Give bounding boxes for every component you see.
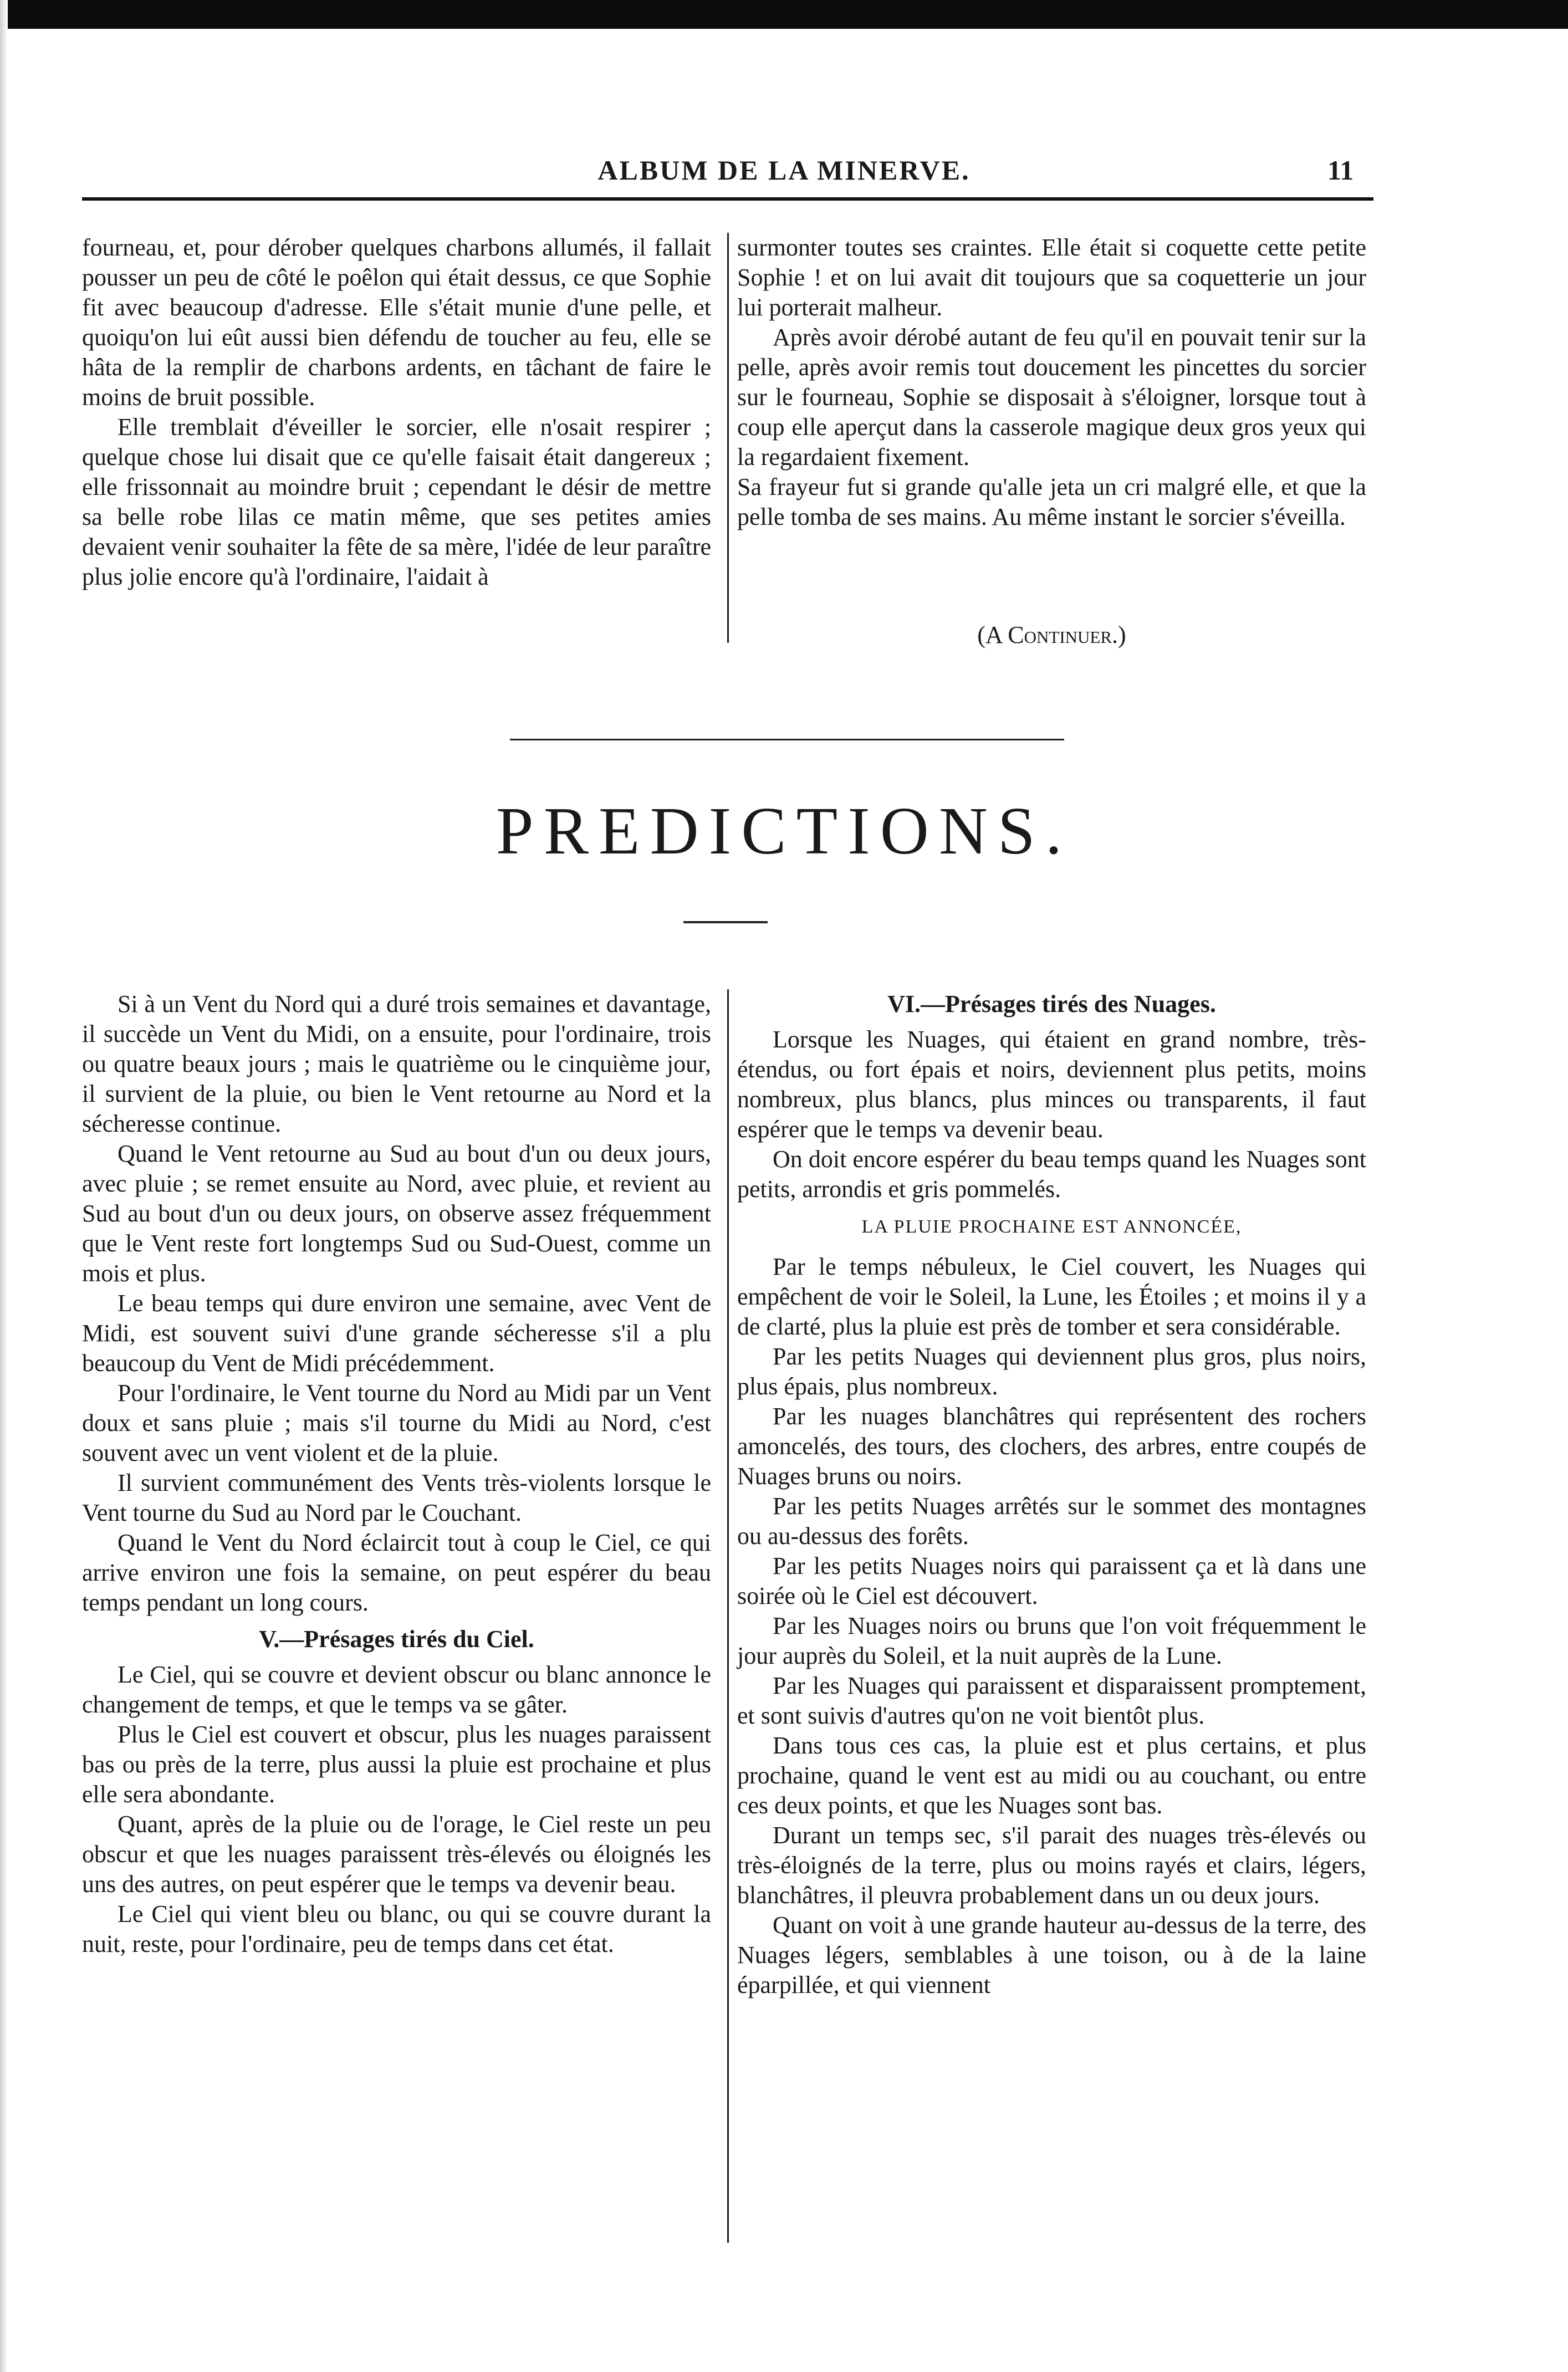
- article-paragraph: Par les petits Nuages noirs qui paraissent ça et là dans une soirée où le Ciel est découvert.: [737, 1552, 1366, 1609]
- scan-left-edge: [0, 0, 8, 2372]
- article-paragraph: Par les nuages blanchâtres qui représentent des rochers amoncelés, des tours, des clochers, des arbres, entre coupés de Nuages bruns ou noirs.: [737, 1403, 1366, 1490]
- story-paragraph: surmonter toutes ses craintes. Elle était si coquette cette petite Sophie ! et on lui avait dit toujours que sa coquetterie un jour lui porterait malheur.: [737, 234, 1366, 321]
- article-left-column: [82, 989, 711, 1959]
- story-column-divider: [727, 233, 729, 643]
- article-paragraph: Plus le Ciel est couvert et obscur, plus les nuages paraissent bas ou près de la terre, plus aussi la pluie est prochaine et plus elle sera abondante.: [82, 1721, 711, 1808]
- article-paragraph: Par les petits Nuages qui deviennent plus gros, plus noirs, plus épais, plus nombreux.: [737, 1343, 1366, 1400]
- page-number: 11: [1327, 155, 1354, 186]
- continuation-note: (A Continuer.): [977, 621, 1126, 648]
- header-rule: [82, 197, 1373, 201]
- article-paragraph: Pour l'ordinaire, le Vent tourne du Nord au Midi par un Vent doux et sans pluie ; mais s'il tourne du Midi au Nord, c'est souvent avec un vent violent et de la pluie.: [82, 1379, 711, 1466]
- running-header-title: ALBUM DE LA MINERVE.: [597, 155, 971, 186]
- article-paragraph: Quand le Vent retourne au Sud au bout d'un ou deux jours, avec pluie ; se remet ensuite au Nord, avec pluie, et revient au Sud au bout d'un ou deux jours, on observe assez fréquemment que le Vent reste fort longtemps Sud ou Sud-Ouest, comme un mois et plus.: [82, 1140, 711, 1287]
- article-paragraph: Par les petits Nuages arrêtés sur le sommet des montagnes ou au-dessus des forêts.: [737, 1492, 1366, 1550]
- article-paragraph: Il survient communément des Vents très-violents lorsque le Vent tourne du Sud au Nord par le Couchant.: [82, 1469, 711, 1526]
- article-right-column: [737, 989, 1366, 2000]
- story-paragraph: Sa frayeur fut si grande qu'alle jeta un cri malgré elle, et que la pelle tomba de ses mains. Au même instant le sorcier s'éveilla.: [737, 473, 1366, 530]
- rain-heading: LA PLUIE PROCHAINE EST ANNONCÉE,: [861, 1216, 1242, 1237]
- scan-top-border: [0, 0, 1568, 29]
- article-paragraph: Si à un Vent du Nord qui a duré trois semaines et davantage, il succède un Vent du Midi, on a ensuite, pour l'ordinaire, trois ou quatre beaux jours ; mais le quatrième ou le cinquième jour, il survient de la pluie, ou bien le Vent retourne au Nord et la sécheresse continue.: [82, 990, 711, 1137]
- section-vi-heading: VI.—Présages tirés des Nuages.: [887, 990, 1216, 1018]
- article-paragraph: Le Ciel qui vient bleu ou blanc, ou qui se couvre durant la nuit, reste, pour l'ordinaire, peu de temps dans cet état.: [82, 1900, 711, 1957]
- article-paragraph: Le beau temps qui dure environ une semaine, avec Vent de Midi, est souvent suivi d'une grande sécheresse s'il a plu beaucoup du Vent de Midi précédemment.: [82, 1290, 711, 1377]
- story-right-column: [737, 233, 1366, 532]
- story-left-column: [82, 233, 711, 592]
- article-paragraph: Quand le Vent du Nord éclaircit tout à coup le Ciel, ce qui arrive environ une fois la semaine, on peut espérer du beau temps pendant un long cours.: [82, 1529, 711, 1616]
- article-paragraph: Quant, après de la pluie ou de l'orage, le Ciel reste un peu obscur et que les nuages paraissent très-élevés ou éloignés les uns des autres, on peut espérer que le temps va devenir beau.: [82, 1811, 711, 1898]
- article-paragraph: Par les Nuages qui paraissent et disparaissent promptement, et sont suivis d'autres qu'on ne voit bientôt plus.: [737, 1672, 1366, 1729]
- section-separator: [510, 739, 1064, 740]
- title-underline: [683, 921, 768, 923]
- article-paragraph: Le Ciel, qui se couvre et devient obscur ou blanc annonce le changement de temps, et que le temps va se gâter.: [82, 1661, 711, 1718]
- article-paragraph: Durant un temps sec, s'il parait des nuages très-élevés ou très-éloignés de la terre, plus ou moins rayés et clairs, légers, blanchâtres, il pleuvra probablement dans un ou deux jours.: [737, 1822, 1366, 1909]
- article-paragraph: Lorsque les Nuages, qui étaient en grand nombre, très-étendus, ou fort épais et noirs, deviennent plus petits, moins nombreux, plus blancs, plus minces ou transparents, il faut espérer que le temps va devenir beau.: [737, 1026, 1366, 1143]
- section-v-heading: V.—Présages tirés du Ciel.: [259, 1625, 534, 1653]
- article-paragraph: Dans tous ces cas, la pluie est et plus certains, et plus prochaine, quand le vent est au midi ou au couchant, ou entre ces deux points, et que les Nuages sont bas.: [737, 1732, 1366, 1819]
- story-paragraph: fourneau, et, pour dérober quelques charbons allumés, il fallait pousser un peu de côté le poêlon qui était dessus, ce que Sophie fit avec beaucoup d'adresse. Elle s'était munie d'une pelle, et quoiqu'on lui eût aussi bien défendu de toucher au feu, elle se hâta de la remplir de charbons ardents, en tâchant de faire le moins de bruit possible.: [82, 234, 711, 411]
- article-paragraph: Par le temps nébuleux, le Ciel couvert, les Nuages qui empêchent de voir le Soleil, la Lune, les Étoiles ; et moins il y a de clarté, plus la pluie est près de tomber et sera considérable.: [737, 1253, 1366, 1340]
- story-paragraph: Après avoir dérobé autant de feu qu'il en pouvait tenir sur la pelle, après avoir remis tout doucement les pincettes du sorcier sur le fourneau, Sophie se disposait à s'éloigner, lorsque tout à coup elle aperçut dans la casserole magique deux gros yeux qui la regardaient fixement.: [737, 324, 1366, 471]
- article-paragraph: Quant on voit à une grande hauteur au-dessus de la terre, des Nuages légers, semblables à une toison, ou à de la laine éparpillée, et qui viennent: [737, 1911, 1366, 1998]
- article-column-divider: [727, 989, 729, 2243]
- story-paragraph: Elle tremblait d'éveiller le sorcier, elle n'osait respirer ; quelque chose lui disait que ce qu'elle faisait était dangereux ; elle frissonnait au moindre bruit ; cependant le désir de mettre sa belle robe lilas ce matin même, que ses petites amies devaient venir souhaiter la fête de sa mère, l'idée de leur paraître plus jolie encore qu'à l'ordinaire, l'aidait à: [82, 413, 711, 590]
- article-paragraph: Par les Nuages noirs ou bruns que l'on voit fréquemment le jour auprès du Soleil, et la nuit auprès de la Lune.: [737, 1612, 1366, 1669]
- article-paragraph: On doit encore espérer du beau temps quand les Nuages sont petits, arrondis et gris pommelés.: [737, 1146, 1366, 1203]
- article-title: PREDICTIONS.: [496, 794, 1072, 868]
